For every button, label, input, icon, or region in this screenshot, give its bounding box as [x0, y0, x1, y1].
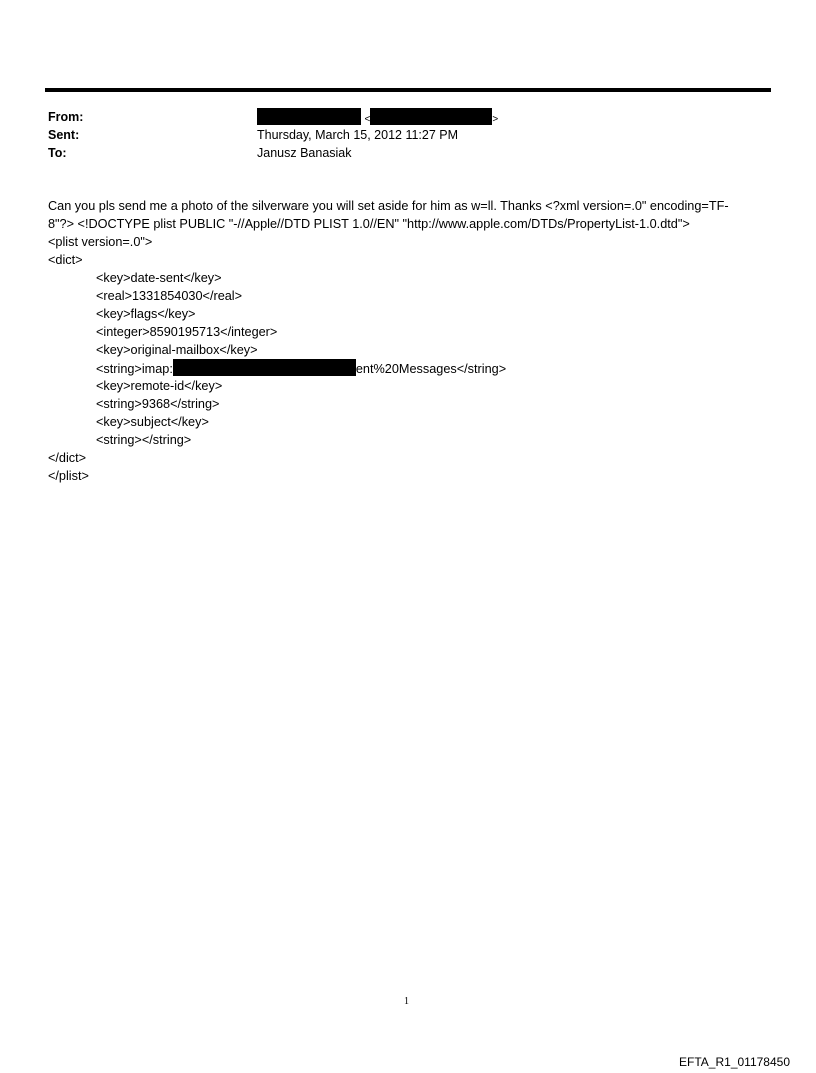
- plist-line: <string></string>: [96, 433, 192, 447]
- plist-line: <string>9368</string>: [96, 397, 220, 411]
- body-line: Can you pls send me a photo of the silverware you will set aside for him as w=ll. Thanks <?xml version=.0" encoding=TF-: [48, 199, 729, 213]
- from-open-bracket: <: [364, 114, 371, 125]
- redacted-mailbox-path: [173, 359, 356, 376]
- plist-line: <integer>8590195713</integer>: [96, 325, 278, 339]
- body-line: <plist version=.0">: [48, 235, 153, 249]
- plist-line: <key>original-mailbox</key>: [96, 343, 258, 357]
- plist-line: <key>remote-id</key>: [96, 379, 223, 393]
- page-number: 1: [404, 996, 409, 1007]
- sent-label: Sent:: [48, 128, 80, 142]
- to-row: [48, 144, 768, 162]
- plist-line: <key>flags</key>: [96, 307, 196, 321]
- body-line: </plist>: [48, 469, 89, 483]
- redacted-sender-name: [257, 108, 361, 125]
- plist-line-imap: [48, 359, 774, 377]
- sent-value: Thursday, March 15, 2012 11:27 PM: [257, 128, 459, 142]
- sent-row: [48, 126, 768, 144]
- body-line: 8"?> <!DOCTYPE plist PUBLIC "-//Apple//DTD PLIST 1.0//EN" "http://www.apple.com/DTDs/PropertyList-1.0.dtd">: [48, 217, 690, 231]
- body-line: </dict>: [48, 451, 87, 465]
- to-label: To:: [48, 146, 67, 160]
- from-close-bracket: >: [492, 114, 499, 125]
- message-body: [48, 197, 774, 485]
- header-rule: [45, 88, 771, 92]
- redacted-sender-email: [370, 108, 492, 125]
- plist-line: <key>date-sent</key>: [96, 271, 222, 285]
- bates-number: EFTA_R1_01178450: [679, 1055, 790, 1069]
- from-label: From:: [48, 110, 84, 124]
- imap-suffix: ent%20Messages</string>: [355, 362, 507, 376]
- body-line: <dict>: [48, 253, 83, 267]
- imap-prefix: <string>imap:: [96, 362, 173, 376]
- plist-line: <key>subject</key>: [96, 415, 209, 429]
- to-value: Janusz Banasiak: [257, 146, 352, 160]
- plist-line: <real>1331854030</real>: [96, 289, 243, 303]
- from-row: [48, 108, 768, 126]
